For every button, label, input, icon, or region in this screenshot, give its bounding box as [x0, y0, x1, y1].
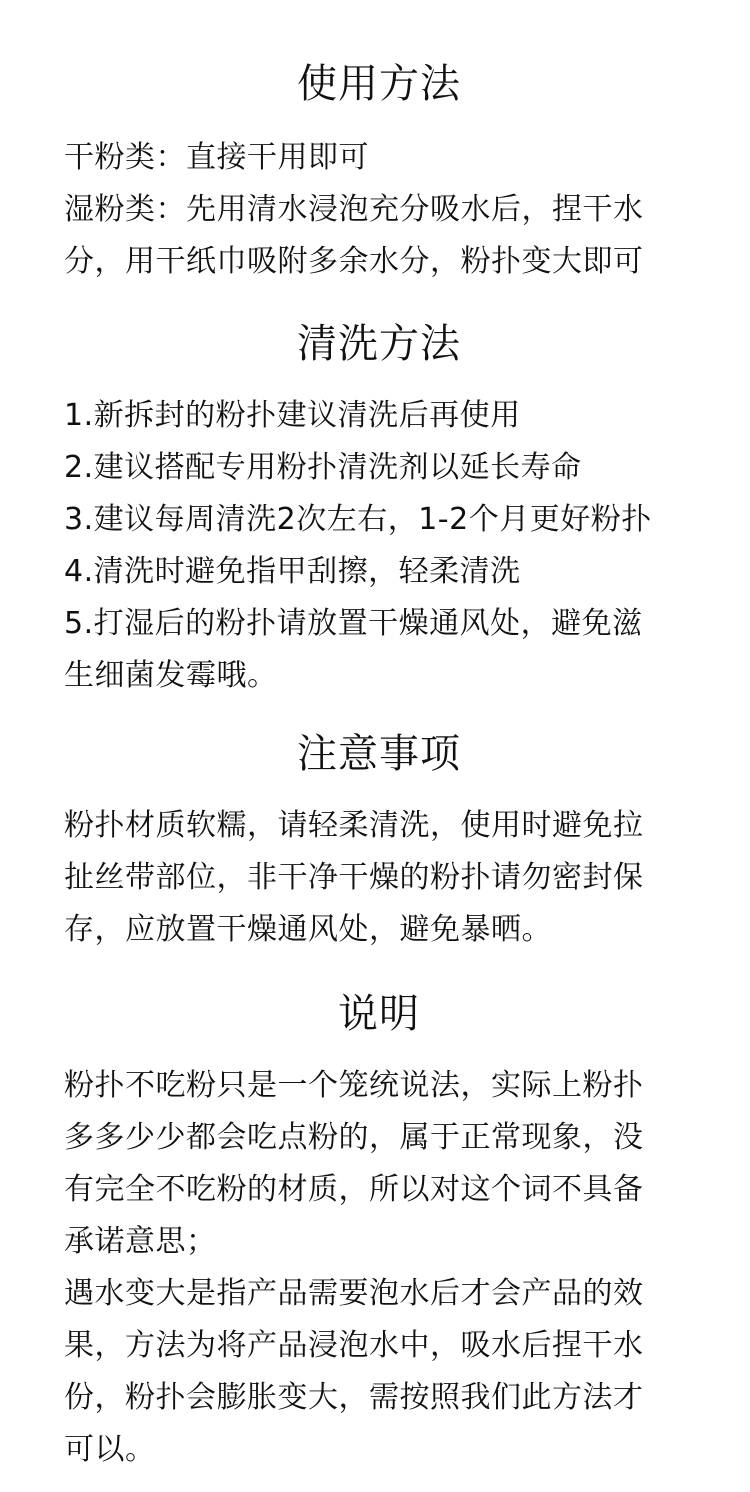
text-line: 湿粉类：先用清水浸泡充分吸水后，捏干水 [64, 192, 644, 227]
text-line: 果，方法为将产品浸泡水中，吸水后捏干水 [64, 1328, 644, 1363]
section-body-notes [64, 800, 694, 956]
section-title-cleaning: 清洗方法 [297, 321, 461, 367]
section-usage [64, 58, 694, 288]
text-line: 存，应放置干燥通风处，避免暴晒。 [64, 912, 552, 947]
text-line: 粉扑材质软糯，请轻柔清洗，使用时避免拉 [64, 808, 644, 843]
section-cleaning [64, 318, 694, 702]
text-line: 份，粉扑会膨胀变大，需按照我们此方法才 [64, 1380, 644, 1415]
text-line: 粉扑不吃粉只是一个笼统说法，实际上粉扑 [64, 1068, 644, 1103]
section-notes [64, 728, 694, 956]
text-line: 多多少少都会吃点粉的，属于正常现象，没 [64, 1120, 644, 1155]
section-body-cleaning [64, 390, 694, 702]
text-line: 有完全不吃粉的材质，所以对这个词不具备 [64, 1172, 644, 1207]
section-title-explanation: 说明 [338, 991, 420, 1037]
text-line: 2.建议搭配专用粉扑清洗剂以延长寿命 [64, 450, 582, 485]
section-body-explanation [64, 1060, 694, 1476]
section-body-usage [64, 132, 694, 288]
text-line: 干粉类：直接干用即可 [64, 140, 369, 175]
text-line: 1.新拆封的粉扑建议清洗后再使用 [64, 398, 521, 433]
text-line: 5.打湿后的粉扑请放置干燥通风处，避免滋 [64, 606, 643, 641]
text-line: 遇水变大是指产品需要泡水后才会产品的效 [64, 1276, 644, 1311]
text-line: 可以。 [64, 1432, 156, 1467]
text-line: 生细菌发霉哦。 [64, 658, 278, 693]
text-line: 承诺意思； [64, 1224, 217, 1259]
section-title-notes: 注意事项 [297, 731, 461, 777]
text-line: 4.清洗时避免指甲刮擦，轻柔清洗 [64, 554, 521, 589]
text-line: 扯丝带部位，非干净干燥的粉扑请勿密封保 [64, 860, 644, 895]
section-title-usage: 使用方法 [297, 61, 461, 107]
text-line: 3.建议每周清洗2次左右，1-2个月更好粉扑 [64, 502, 652, 537]
text-line: 分，用干纸巾吸附多余水分，粉扑变大即可 [64, 244, 644, 279]
section-explanation [64, 988, 694, 1476]
